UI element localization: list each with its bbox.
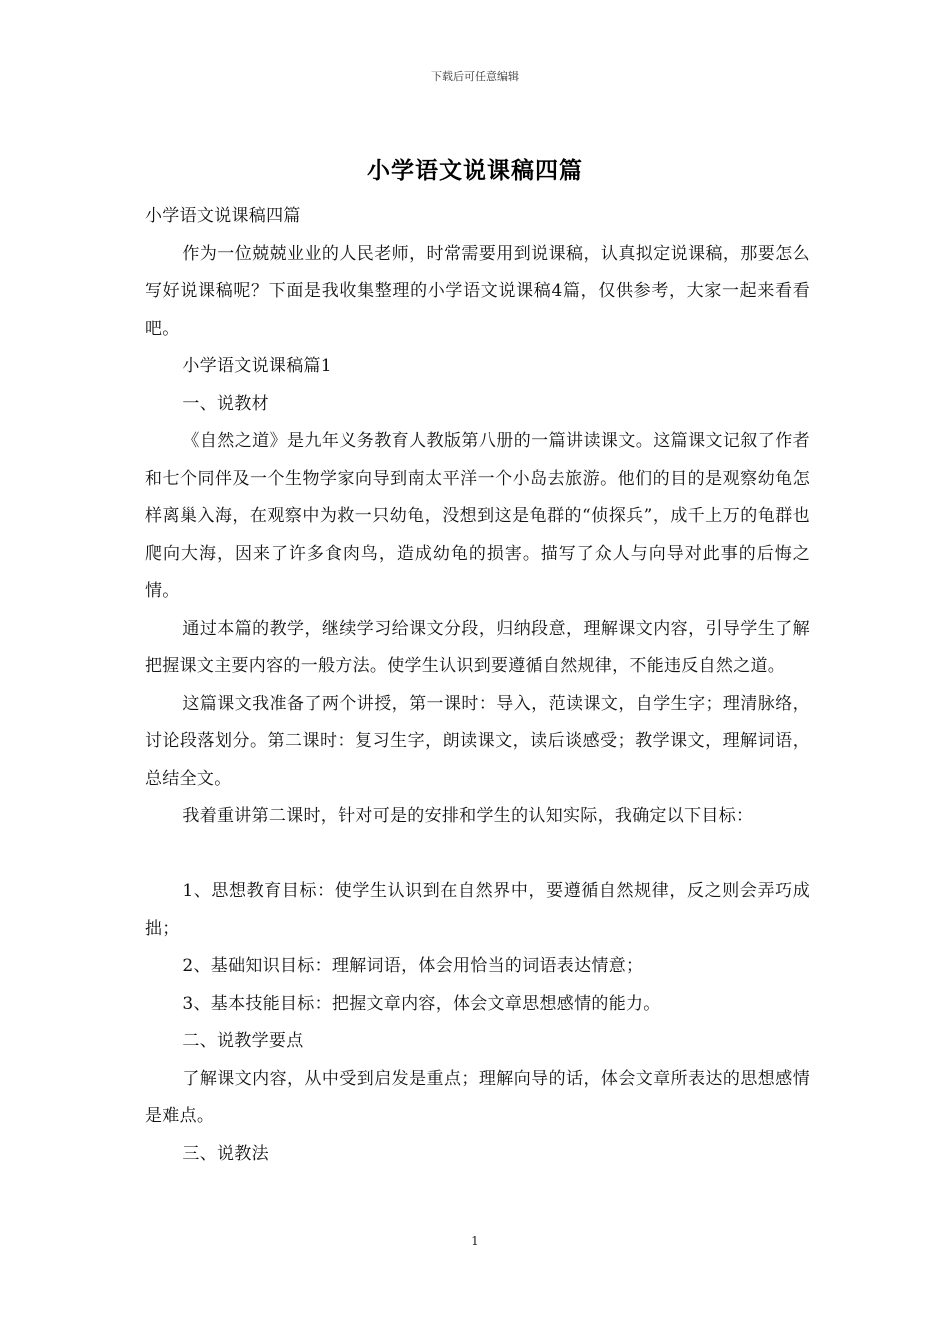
paragraph: 了解课文内容，从中受到启发是重点；理解向导的话，体会文章所表达的思想感情是难点。 [145,1068,810,1126]
blank-line [145,836,810,874]
paragraph: 我着重讲第二课时，针对可是的安排和学生的认知实际，我确定以下目标： [182,806,754,826]
section-heading: 三、说教法 [182,1143,269,1164]
paragraph: 《自然之道》是九年义务教育人教版第八册的一篇讲读课文。这篇课文记叙了作者和七个同伴及一个生物学家向导到南太平洋一个小岛去旅游。他们的目的是观察幼龟怎样离巢入海，在观察中为救一只幼龟，没想到这是龟群的“侦探兵”，成千上万的龟群也爬向大海，因来了许多食肉鸟，造成幼龟的损害。描写了众人与向导对此事的后悔之情。 [145,431,810,601]
document-title: 小学语文说课稿四篇 [367,157,583,184]
paragraph: 作为一位兢兢业业的人民老师，时常需要用到说课稿，认真拟定说课稿，那要怎么写好说课稿呢？下面是我收集整理的小学语文说课稿4篇，仅供参考，大家一起来看看吧。 [145,243,810,339]
list-item: 1、思想教育目标：使学生认识到在自然界中，要遵循自然规律，反之则会弄巧成拙； [145,881,810,939]
paragraph: 这篇课文我准备了两个讲授，第一课时：导入，范读课文，自学生字；理清脉络，讨论段落划分。第二课时：复习生字，朗读课文，读后谈感受；教学课文，理解词语，总结全文。 [145,693,810,789]
paragraph: 小学语文说课稿四篇 [145,206,301,226]
page-number: 1 [471,1234,479,1248]
section-heading: 二、说教学要点 [182,1031,304,1051]
header-note: 下载后可任意编辑 [431,70,519,83]
document-body [145,198,810,1173]
list-item: 3、基本技能目标：把握文章内容，体会文章思想感情的能力。 [182,993,661,1014]
paragraph: 通过本篇的教学，继续学习给课文分段，归纳段意，理解课文内容，引导学生了解把握课文主要内容的一般方法。使学生认识到要遵循自然规律，不能违反自然之道。 [145,618,810,676]
section-heading: 小学语文说课稿篇1 [182,356,332,376]
list-item: 2、基础知识目标：理解词语，体会用恰当的词语表达情意； [182,956,644,976]
section-heading: 一、说教材 [182,393,269,414]
